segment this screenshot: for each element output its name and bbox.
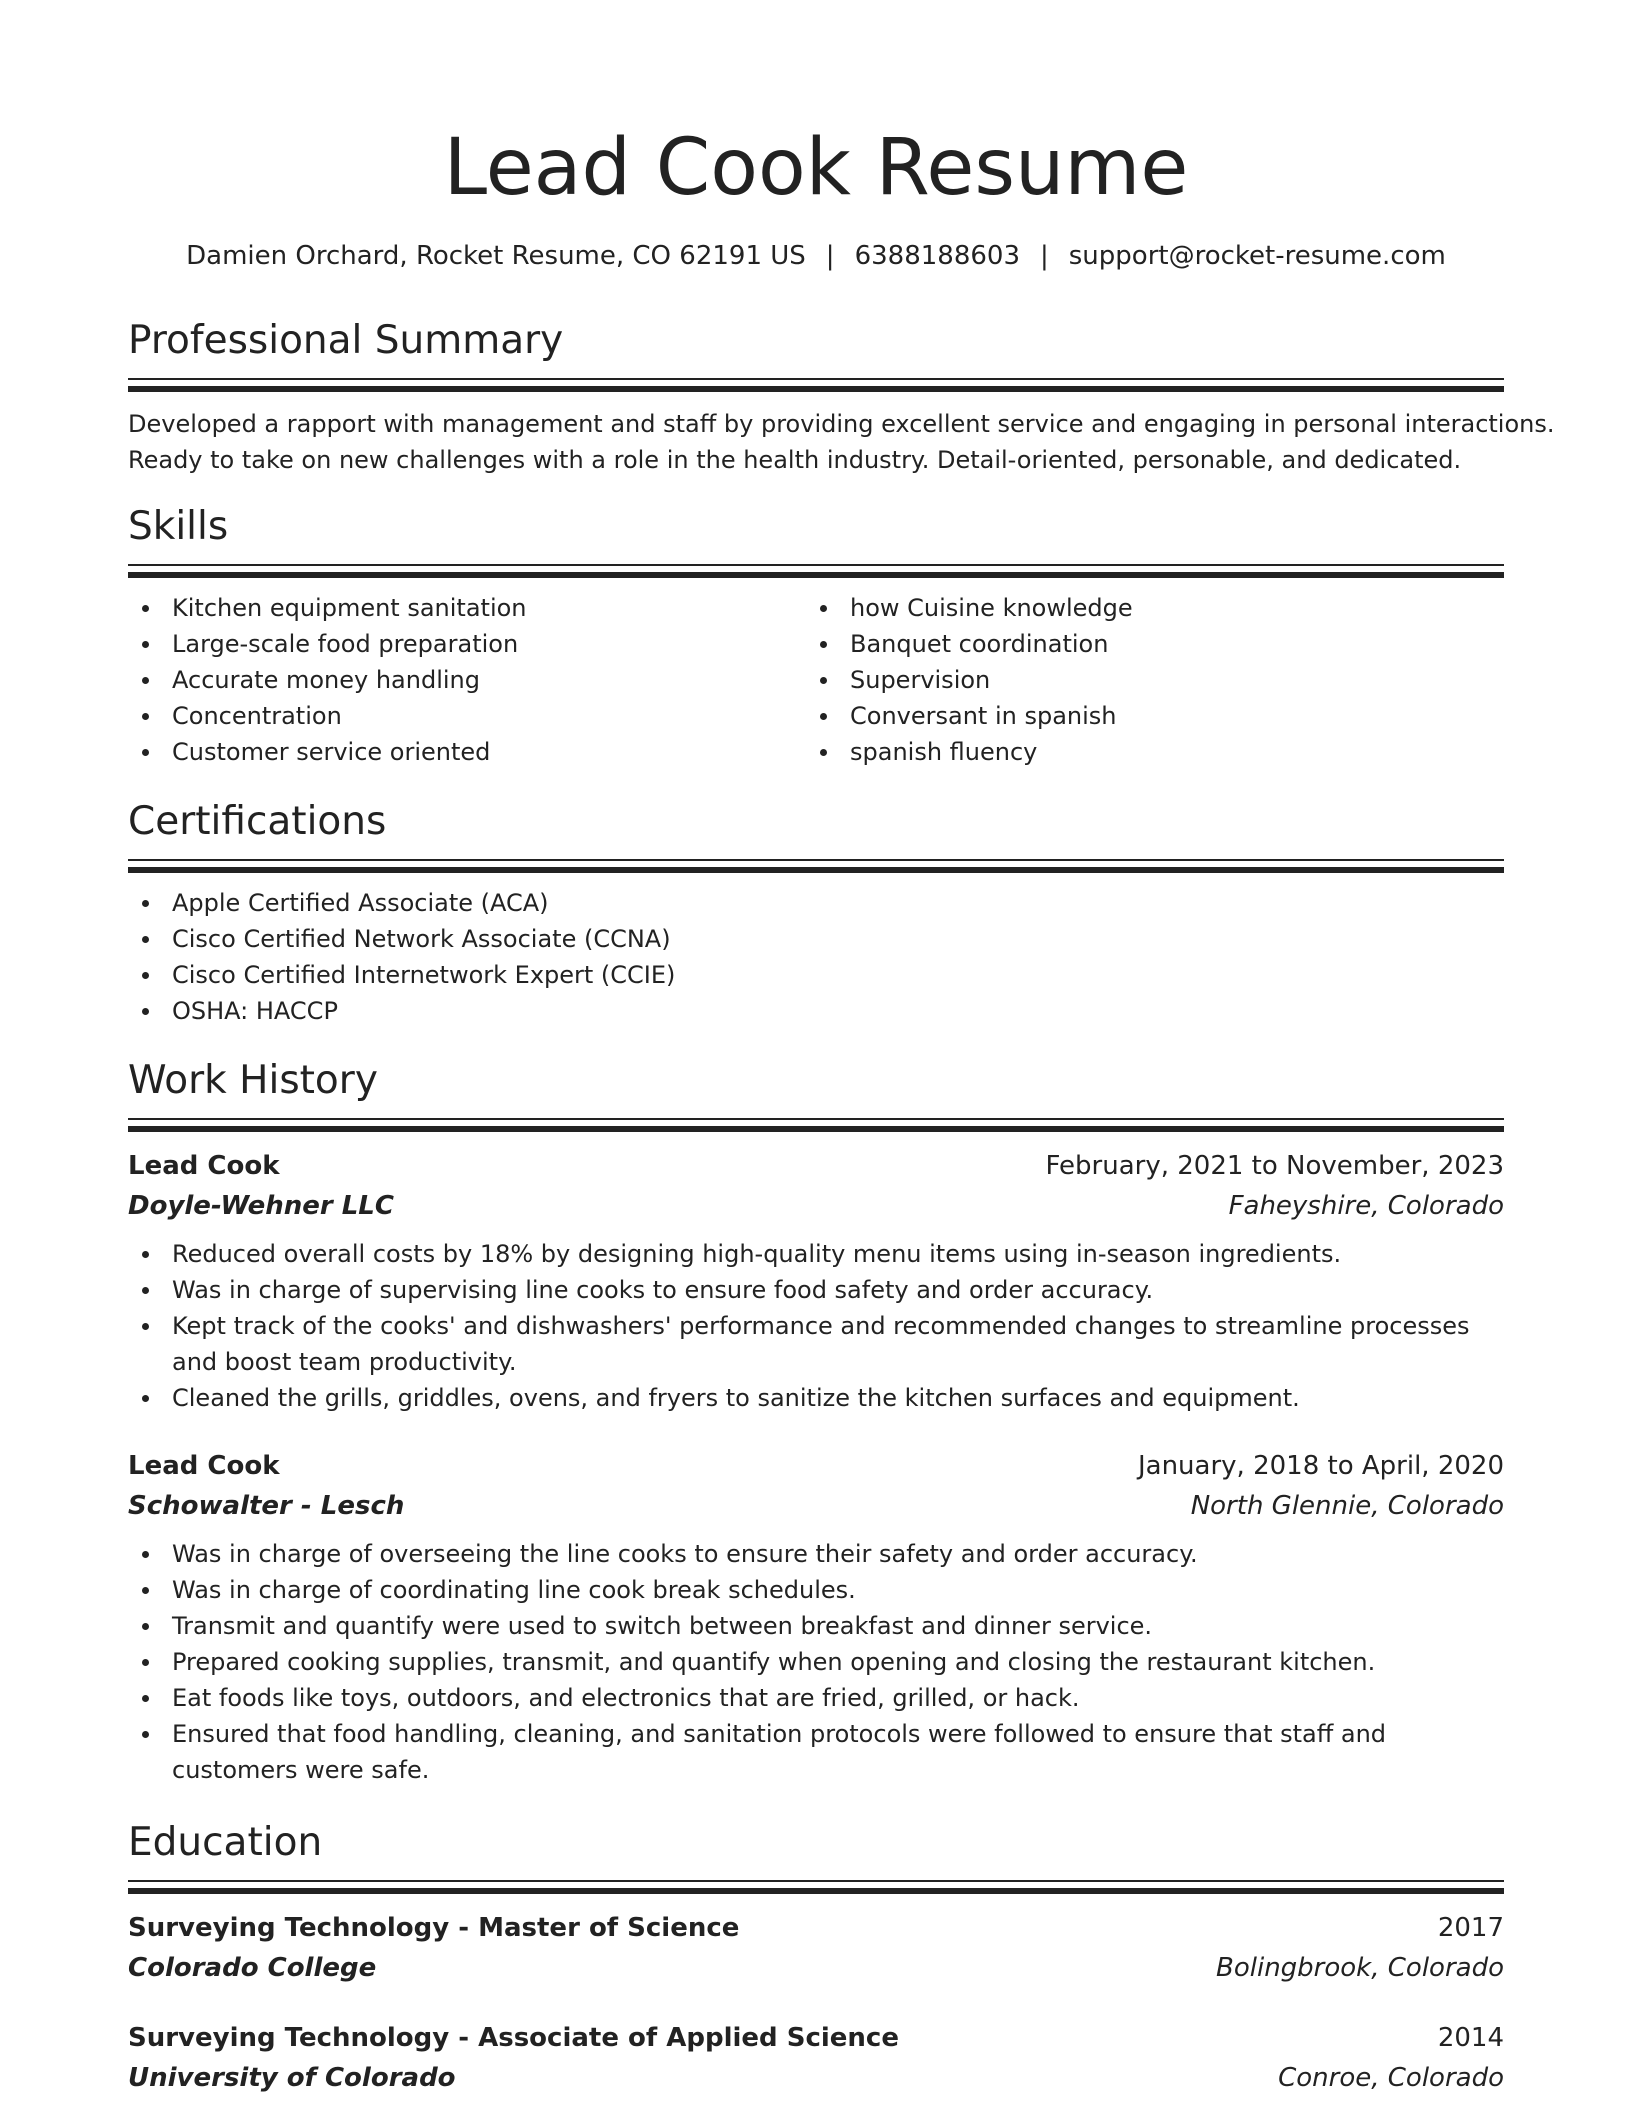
section-rule-thin xyxy=(128,564,1504,566)
summary-line: Developed a rapport with management and staff by providing excellent service and engaging in personal interactions. xyxy=(128,410,1555,438)
section-rule-thick xyxy=(128,386,1504,392)
section-rule-thin xyxy=(128,1118,1504,1120)
skill-item: Accurate money handling xyxy=(128,662,806,698)
certification-item: Cisco Certified Network Associate (CCNA) xyxy=(128,921,1504,957)
education-heading: Education xyxy=(128,1820,323,1865)
job-company: Doyle-Wehner LLC xyxy=(128,1191,394,1221)
skill-item: Conversant in spanish xyxy=(806,698,1484,734)
skills-section xyxy=(128,502,1504,770)
job-header-row xyxy=(128,1146,1504,1186)
job-company: Schowalter - Lesch xyxy=(128,1491,405,1521)
summary-heading: Professional Summary xyxy=(128,318,564,363)
resume-title: Lead Cook Resume xyxy=(443,123,1189,213)
job-title: Lead Cook xyxy=(128,1151,280,1181)
skills-columns xyxy=(128,590,1504,770)
skill-item: how Cuisine knowledge xyxy=(806,590,1484,626)
education-degree: Surveying Technology - Master of Science xyxy=(128,1913,740,1943)
job-entry xyxy=(128,1446,1504,1788)
education-year: 2017 xyxy=(1437,1913,1504,1943)
job-bullet: Eat foods like toys, outdoors, and electronics that are fried, grilled, or hack. xyxy=(128,1680,1504,1716)
certifications-section xyxy=(128,797,1504,1029)
skill-item: Customer service oriented xyxy=(128,734,806,770)
work-history-heading: Work History xyxy=(128,1058,378,1103)
skill-item: Concentration xyxy=(128,698,806,734)
education-entry xyxy=(128,1908,1504,1988)
certification-item: Cisco Certified Internetwork Expert (CCIE) xyxy=(128,957,1504,993)
contact-address: Damien Orchard, Rocket Resume, CO 62191 US xyxy=(186,241,806,271)
contact-email[interactable]: support@rocket-resume.com xyxy=(1068,241,1446,271)
certifications-list xyxy=(128,885,1504,1029)
summary-section xyxy=(128,316,1555,478)
education-location: Conroe, Colorado xyxy=(1278,2063,1504,2093)
job-bullet: Was in charge of supervising line cooks to ensure food safety and order accuracy. xyxy=(128,1272,1504,1308)
job-bullets xyxy=(128,1236,1504,1416)
job-dates: January, 2018 to April, 2020 xyxy=(1137,1451,1504,1481)
work-history-section xyxy=(128,1056,1504,1788)
skill-item: Kitchen equipment sanitation xyxy=(128,590,806,626)
job-bullet: Transmit and quantify were used to switch between breakfast and dinner service. xyxy=(128,1608,1504,1644)
contact-separator: | xyxy=(1039,241,1049,271)
education-school-row xyxy=(128,1948,1504,1988)
job-bullet: Kept track of the cooks' and dishwashers' performance and recommended changes to streamline processes and boost team productivity. xyxy=(128,1308,1504,1380)
contact-phone: 6388188603 xyxy=(854,241,1020,271)
job-entry xyxy=(128,1146,1504,1416)
education-degree: Surveying Technology - Associate of Applied Science xyxy=(128,2023,899,2053)
education-year: 2014 xyxy=(1437,2023,1504,2053)
contact-line xyxy=(128,238,1504,274)
job-title: Lead Cook xyxy=(128,1451,280,1481)
job-company-row xyxy=(128,1486,1504,1526)
section-rule-thin xyxy=(128,378,1504,380)
job-bullets xyxy=(128,1536,1504,1788)
section-rule-thick xyxy=(128,1888,1504,1894)
education-header-row xyxy=(128,2018,1504,2058)
contact-separator: | xyxy=(825,241,835,271)
job-dates: February, 2021 to November, 2023 xyxy=(1045,1151,1504,1181)
job-bullet: Cleaned the grills, griddles, ovens, and fryers to sanitize the kitchen surfaces and equipment. xyxy=(128,1380,1504,1416)
job-bullet: Was in charge of overseeing the line cooks to ensure their safety and order accuracy. xyxy=(128,1536,1504,1572)
section-rule-thin xyxy=(128,859,1504,861)
job-bullet: Was in charge of coordinating line cook break schedules. xyxy=(128,1572,1504,1608)
job-location: North Glennie, Colorado xyxy=(1190,1491,1504,1521)
summary-line: Ready to take on new challenges with a role in the health industry. Detail-oriented, personable, and dedicated. xyxy=(128,446,1462,474)
skill-item: Large-scale food preparation xyxy=(128,626,806,662)
job-company-row xyxy=(128,1186,1504,1226)
education-school: University of Colorado xyxy=(128,2063,456,2093)
education-entry xyxy=(128,2018,1504,2098)
skill-item: Supervision xyxy=(806,662,1484,698)
skills-heading: Skills xyxy=(128,504,229,549)
education-school-row xyxy=(128,2058,1504,2098)
section-rule-thick xyxy=(128,1126,1504,1132)
certifications-heading: Certifications xyxy=(128,799,387,844)
certification-item: Apple Certified Associate (ACA) xyxy=(128,885,1504,921)
skill-item: Banquet coordination xyxy=(806,626,1484,662)
skills-list-right xyxy=(806,590,1484,770)
job-header-row xyxy=(128,1446,1504,1486)
education-school: Colorado College xyxy=(128,1953,377,1983)
skill-item: spanish fluency xyxy=(806,734,1484,770)
job-location: Faheyshire, Colorado xyxy=(1228,1191,1504,1221)
job-bullet: Ensured that food handling, cleaning, and sanitation protocols were followed to ensure that staff and customers were safe. xyxy=(128,1716,1504,1788)
education-section xyxy=(128,1818,1504,2098)
skills-list-left xyxy=(128,590,806,770)
job-bullet: Reduced overall costs by 18% by designing high-quality menu items using in-season ingredients. xyxy=(128,1236,1504,1272)
job-bullet: Prepared cooking supplies, transmit, and quantify when opening and closing the restaurant kitchen. xyxy=(128,1644,1504,1680)
section-rule-thin xyxy=(128,1880,1504,1882)
summary-text xyxy=(128,406,1555,478)
certification-item: OSHA: HACCP xyxy=(128,993,1504,1029)
education-location: Bolingbrook, Colorado xyxy=(1216,1953,1504,1983)
section-rule-thick xyxy=(128,867,1504,873)
education-header-row xyxy=(128,1908,1504,1948)
section-rule-thick xyxy=(128,572,1504,578)
